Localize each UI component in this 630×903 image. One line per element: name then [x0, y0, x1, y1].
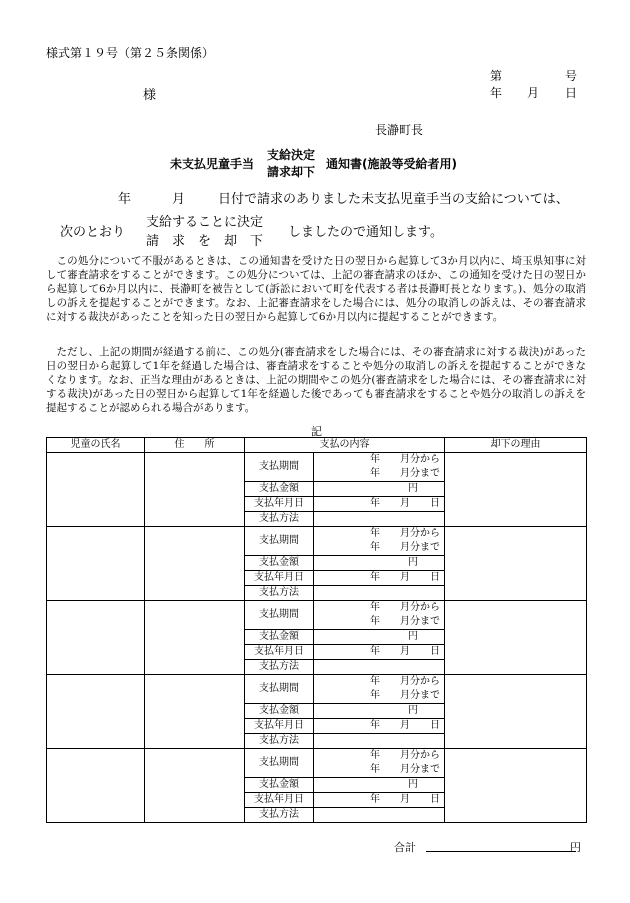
amount-cell[interactable]: 円 [314, 778, 445, 793]
appeal-paragraph-1: この処分について不服があるときは、この通知書を受けた日の翌日から起算して3か月以内に、埼玉県知事に対して審査請求をすることができます。この処分については、上記の審査請求のほか、この通知を受けた日の翌日から起算して6か月以内に、長瀞町を被告として(訴訟において町を代表する者は長瀞町長となります。)、処分の取消しの訴えを提起することができます。なお、上記審査請求をした場合には、処分の取消しの訴えは、その審査請求に対する裁決があったことを知った日の翌日から起算して6か月以内に提起することができます。 [46, 255, 586, 323]
amount-cell[interactable]: 円 [314, 556, 445, 571]
period-to-cell[interactable]: 年 月分まで [314, 467, 445, 482]
label-method: 支払方法 [245, 512, 314, 527]
addressee-sama: 様 [143, 88, 157, 103]
date-cell[interactable]: 年 月 日 [314, 645, 445, 660]
address-cell[interactable] [145, 527, 245, 601]
title-right: 通知書(施設等受給者用) [326, 157, 457, 171]
address-cell[interactable] [145, 675, 245, 749]
period-from-cell[interactable]: 年 月分から [314, 675, 445, 690]
amount-cell[interactable]: 円 [314, 482, 445, 497]
payment-table [46, 437, 587, 823]
label-period: 支払期間 [245, 749, 314, 778]
intro-text: 日付で請求のありました未支払児童手当の支給については、 [218, 192, 569, 207]
period-from-cell[interactable]: 年 月分から [314, 527, 445, 542]
date-cell[interactable]: 年 月 日 [314, 571, 445, 586]
amount-cell[interactable]: 円 [314, 630, 445, 645]
label-amount: 支払金額 [245, 556, 314, 571]
label-period: 支払期間 [245, 601, 314, 630]
method-cell[interactable] [314, 734, 445, 749]
date-year: 年 [490, 86, 503, 100]
label-amount: 支払金額 [245, 778, 314, 793]
method-cell[interactable] [314, 586, 445, 601]
total-unit: 円 [570, 841, 581, 854]
form-number: 様式第１９号（第２５条関係） [46, 46, 215, 60]
method-cell[interactable] [314, 808, 445, 823]
label-date: 支払年月日 [245, 645, 314, 660]
label-period: 支払期間 [245, 675, 314, 704]
header-child-name: 児童の氏名 [47, 438, 145, 453]
label-period: 支払期間 [245, 527, 314, 556]
table-row [47, 453, 587, 468]
appeal-paragraph-2: ただし、上記の期間が経過する前に、この処分(審査請求をした場合には、その審査請求に対する裁決)があった日の翌日から起算して1年を経過した場合は、審査請求をすることや処分の取消しの訴えを提起することができなくなります。なお、正当な理由があるときは、上記の期間やこの処分(審査請求をした場合には、その審査請求に対する裁決)があった日の翌日から起算して1年を経過した後であっても審査請求をすることや処分の取消しの訴えを提起することが認められる場合があります。 [46, 346, 586, 414]
table-row [47, 675, 587, 690]
label-method: 支払方法 [245, 734, 314, 749]
intro-suffix: しましたので通知します。 [288, 225, 443, 240]
period-to-cell[interactable]: 年 月分まで [314, 689, 445, 704]
child-name-cell[interactable] [47, 527, 145, 601]
intro-option-upper: 支給することに決定 [146, 215, 264, 230]
intro-option-lower: 請 求 を 却 下 [146, 234, 264, 249]
rejection-reason-cell[interactable] [445, 527, 587, 601]
method-cell[interactable] [314, 660, 445, 675]
date-month: 月 [527, 86, 540, 100]
label-period: 支払期間 [245, 453, 314, 482]
table-row [47, 749, 587, 764]
header-payment-content: 支払の内容 [245, 438, 445, 453]
period-from-cell[interactable]: 年 月分から [314, 749, 445, 764]
date-day: 日 [565, 86, 578, 100]
table-row [47, 527, 587, 542]
amount-cell[interactable]: 円 [314, 704, 445, 719]
total-field[interactable] [426, 851, 576, 852]
rejection-reason-cell[interactable] [445, 601, 587, 675]
doc-number-dai: 第 [490, 69, 503, 83]
date-cell[interactable]: 年 月 日 [314, 793, 445, 808]
address-cell[interactable] [145, 601, 245, 675]
period-to-cell[interactable]: 年 月分まで [314, 763, 445, 778]
intro-prefix: 次のとおり [60, 225, 126, 240]
date-cell[interactable]: 年 月 日 [314, 719, 445, 734]
label-date: 支払年月日 [245, 719, 314, 734]
title-option-upper: 支給決定 [267, 148, 316, 162]
intro-year: 年 [118, 192, 132, 207]
child-name-cell[interactable] [47, 675, 145, 749]
label-amount: 支払金額 [245, 482, 314, 497]
ki-heading: 記 [311, 425, 322, 438]
address-cell[interactable] [145, 453, 245, 527]
issuer-name: 長瀞町長 [375, 123, 424, 137]
doc-number-go: 号 [565, 69, 578, 83]
intro-month: 月 [172, 192, 186, 207]
label-date: 支払年月日 [245, 571, 314, 586]
title-left: 未支払児童手当 [170, 157, 255, 171]
rejection-reason-cell[interactable] [445, 453, 587, 527]
rejection-reason-cell[interactable] [445, 749, 587, 823]
period-to-cell[interactable]: 年 月分まで [314, 615, 445, 630]
date-cell[interactable]: 年 月 日 [314, 497, 445, 512]
label-method: 支払方法 [245, 660, 314, 675]
title-option-lower: 請求却下 [267, 165, 316, 179]
header-address: 住 所 [145, 438, 245, 453]
label-method: 支払方法 [245, 586, 314, 601]
address-cell[interactable] [145, 749, 245, 823]
period-from-cell[interactable]: 年 月分から [314, 453, 445, 468]
label-method: 支払方法 [245, 808, 314, 823]
total-label: 合計 [394, 841, 416, 854]
period-from-cell[interactable]: 年 月分から [314, 601, 445, 616]
label-date: 支払年月日 [245, 793, 314, 808]
child-name-cell[interactable] [47, 601, 145, 675]
table-row [47, 601, 587, 616]
label-amount: 支払金額 [245, 704, 314, 719]
child-name-cell[interactable] [47, 749, 145, 823]
method-cell[interactable] [314, 512, 445, 527]
child-name-cell[interactable] [47, 453, 145, 527]
period-to-cell[interactable]: 年 月分まで [314, 541, 445, 556]
table-body [47, 453, 587, 823]
rejection-reason-cell[interactable] [445, 675, 587, 749]
label-amount: 支払金額 [245, 630, 314, 645]
header-rejection-reason: 却下の理由 [445, 438, 587, 453]
label-date: 支払年月日 [245, 497, 314, 512]
